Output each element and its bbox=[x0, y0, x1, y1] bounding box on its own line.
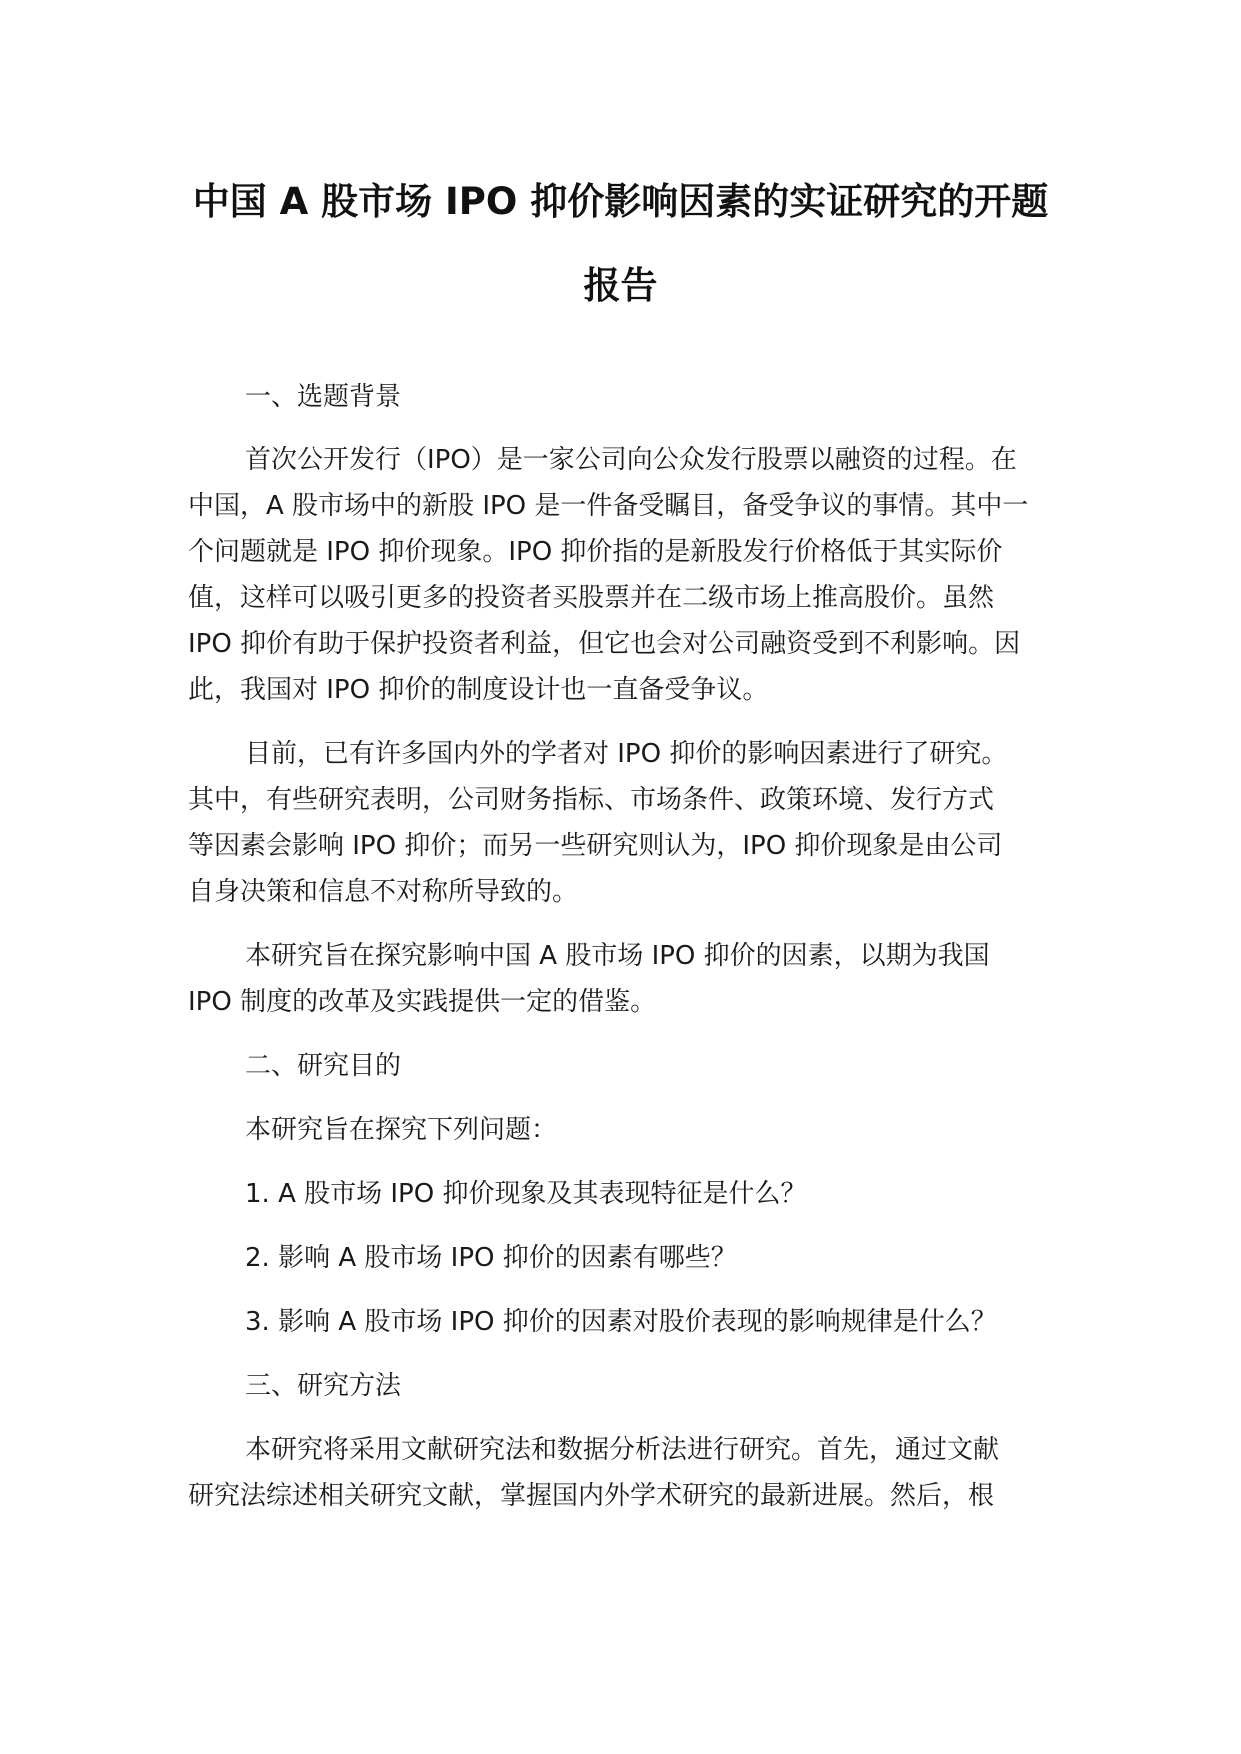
paragraph-line: IPO 抑价有助于保护投资者利益，但它也会对公司融资受到不利影响。因 bbox=[188, 629, 1021, 659]
list-item: 1. A 股市场 IPO 抑价现象及其表现特征是什么？ bbox=[245, 1179, 807, 1209]
document-title-line-2: 报告 bbox=[583, 264, 658, 307]
section-heading-purpose: 二、研究目的 bbox=[245, 1051, 402, 1081]
paragraph-line: 值，这样可以吸引更多的投资者买股票并在二级市场上推高股价。虽然 bbox=[188, 583, 995, 613]
section-heading-background: 一、选题背景 bbox=[245, 382, 402, 412]
paragraph-line: 首次公开发行（IPO）是一家公司向公众发行股票以融资的过程。在 bbox=[245, 445, 1017, 475]
paragraph-line: 目前，已有许多国内外的学者对 IPO 抑价的影响因素进行了研究。 bbox=[245, 739, 1008, 769]
paragraph-line: 中国，A 股市场中的新股 IPO 是一件备受瞩目，备受争议的事情。其中一 bbox=[188, 491, 1029, 521]
document-title-line-1: 中国 A 股市场 IPO 抑价影响因素的实证研究的开题 bbox=[192, 180, 1049, 223]
section-heading-method: 三、研究方法 bbox=[245, 1371, 402, 1401]
list-item: 2. 影响 A 股市场 IPO 抑价的因素有哪些？ bbox=[245, 1243, 737, 1273]
paragraph-line: 研究法综述相关研究文献，掌握国内外学术研究的最新进展。然后，根 bbox=[188, 1481, 995, 1511]
list-item: 3. 影响 A 股市场 IPO 抑价的因素对股价表现的影响规律是什么？ bbox=[245, 1307, 997, 1337]
paragraph-line: 个问题就是 IPO 抑价现象。IPO 抑价指的是新股发行价格低于其实际价 bbox=[188, 537, 1003, 567]
paragraph-line: 自身决策和信息不对称所导致的。 bbox=[188, 877, 579, 907]
paragraph-line: IPO 制度的改革及实践提供一定的借鉴。 bbox=[188, 987, 657, 1017]
paragraph-line: 本研究将采用文献研究法和数据分析法进行研究。首先，通过文献 bbox=[245, 1435, 1000, 1465]
paragraph-line: 其中，有些研究表明，公司财务指标、市场条件、政策环境、发行方式 bbox=[188, 785, 995, 815]
paragraph-line: 此，我国对 IPO 抑价的制度设计也一直备受争议。 bbox=[188, 675, 769, 705]
paragraph-line: 本研究旨在探究下列问题： bbox=[245, 1115, 558, 1145]
paragraph-line: 本研究旨在探究影响中国 A 股市场 IPO 抑价的因素，以期为我国 bbox=[245, 941, 990, 971]
paragraph-line: 等因素会影响 IPO 抑价；而另一些研究则认为，IPO 抑价现象是由公司 bbox=[188, 831, 1003, 861]
